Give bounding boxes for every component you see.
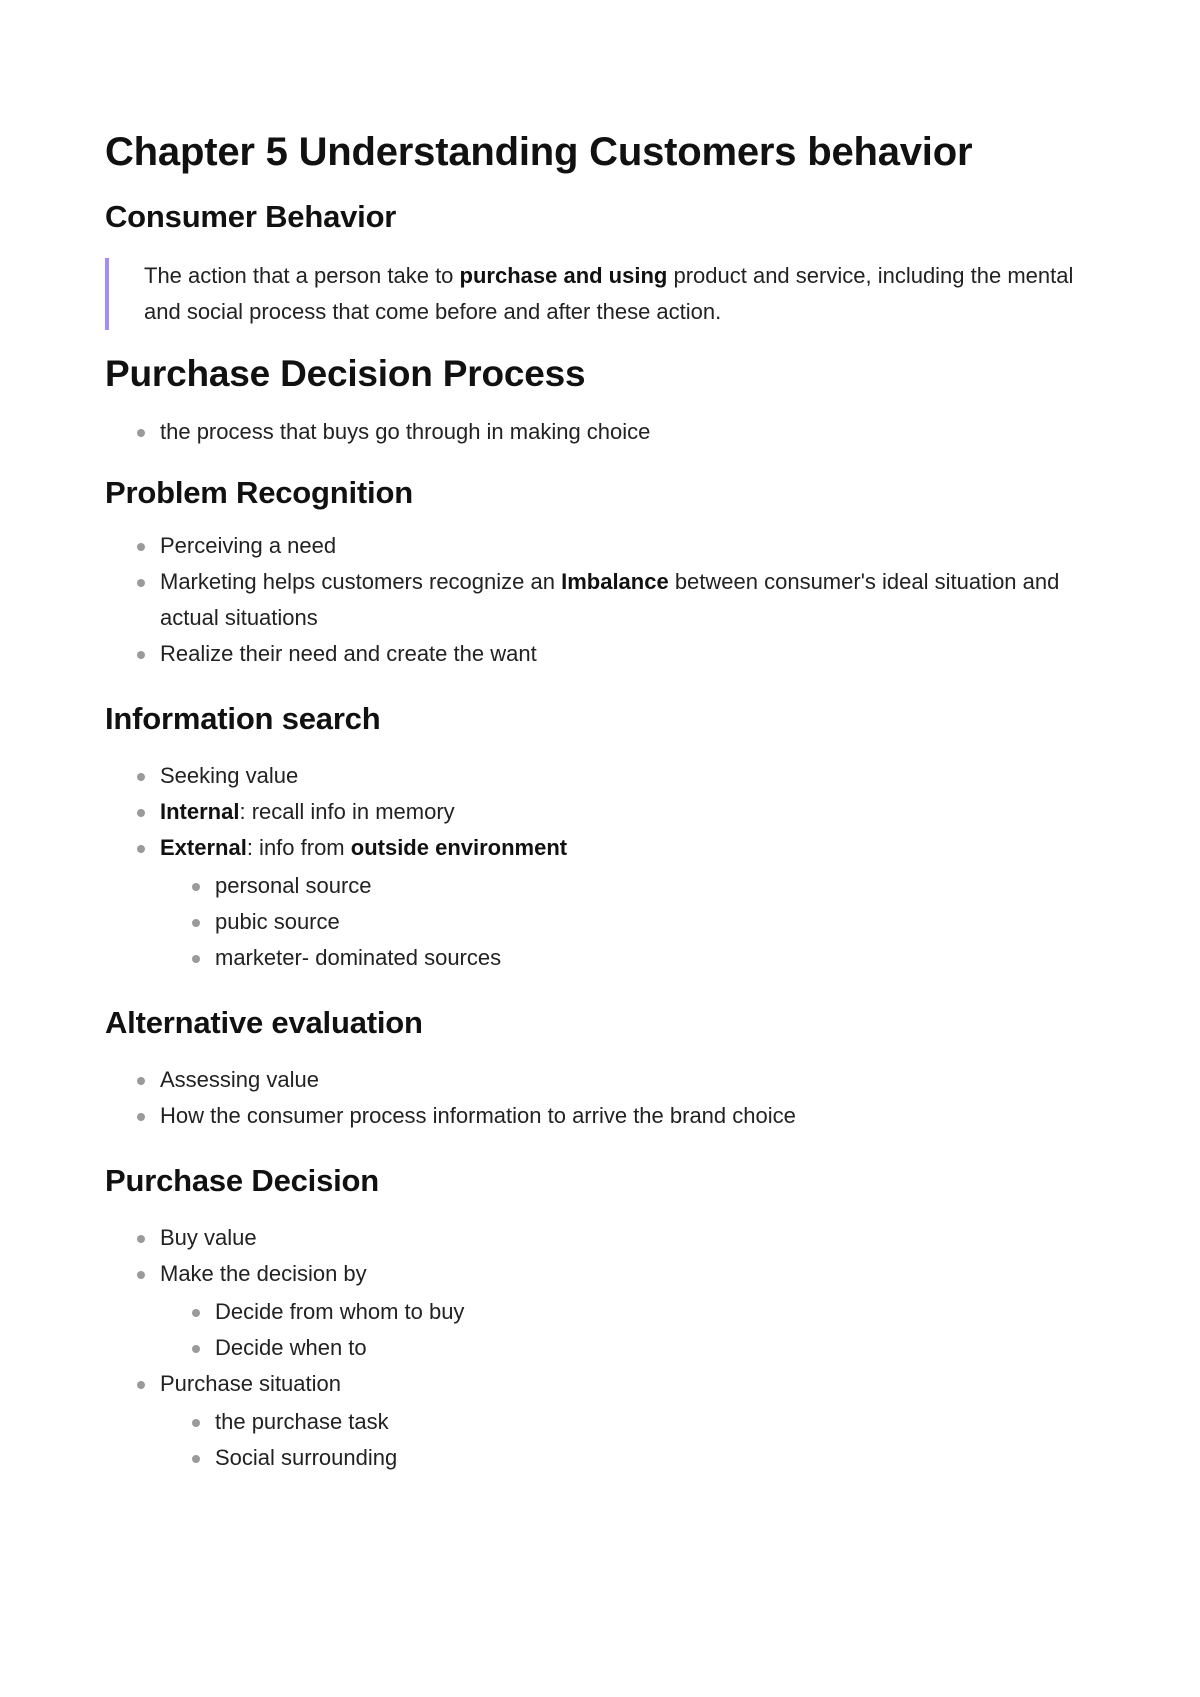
list-item: Realize their need and create the want [105, 636, 1105, 672]
list-item: marketer- dominated sources [160, 940, 1105, 976]
list-purchase-decision [105, 1220, 1105, 1476]
bullet-icon [192, 919, 200, 927]
heading-purchase-decision-process: Purchase Decision Process [105, 353, 586, 394]
list-item: External: info from outside environment personal source pubic source marketer- dominated sources [105, 830, 1105, 976]
list-information-search [105, 758, 1105, 976]
list-problem-recognition [105, 528, 1105, 672]
list-item: Decide from whom to buy [160, 1294, 1105, 1330]
bullet-icon [137, 429, 145, 437]
list-item: Social surrounding [160, 1440, 1105, 1476]
list-item: Marketing helps customers recognize an Imbalance between consumer's ideal situation and actual situations [105, 564, 1105, 636]
list-alternative-evaluation [105, 1062, 1105, 1134]
list-item: Make the decision by Decide from whom to buy Decide when to [105, 1256, 1105, 1366]
bullet-icon [192, 1455, 200, 1463]
list-item: How the consumer process information to arrive the brand choice [105, 1098, 1105, 1134]
bullet-icon [137, 1235, 145, 1243]
bullet-icon [137, 845, 145, 853]
list-item: Assessing value [105, 1062, 1105, 1098]
list-item: Seeking value [105, 758, 1105, 794]
bullet-icon [137, 773, 145, 781]
list-item: personal source [160, 868, 1105, 904]
heading-consumer-behavior: Consumer Behavior [105, 199, 397, 234]
heading-alternative-evaluation: Alternative evaluation [105, 1005, 423, 1040]
bullet-icon [192, 955, 200, 963]
list-item: Purchase situation the purchase task Social surrounding [105, 1366, 1105, 1476]
list-item: Decide when to [160, 1330, 1105, 1366]
document-page [105, 128, 1105, 1476]
bullet-icon [137, 1113, 145, 1121]
bullet-icon [137, 651, 145, 659]
bullet-icon [137, 1381, 145, 1389]
bullet-icon [137, 543, 145, 551]
list-item: Buy value [105, 1220, 1105, 1256]
list-item: pubic source [160, 904, 1105, 940]
bullet-icon [137, 579, 145, 587]
bullet-icon [192, 883, 200, 891]
quote-bold-text: purchase and using [459, 263, 668, 288]
quote-text-rest: product and service, including the mental and social process that come before and after these action. [144, 263, 1074, 324]
page-title: Chapter 5 Understanding Customers behavior [105, 130, 973, 174]
sublist-external-sources [160, 868, 1105, 976]
list-item: the process that buys go through in making choice [105, 414, 1105, 450]
bullet-icon [137, 809, 145, 817]
list-item: Internal: recall info in memory [105, 794, 1105, 830]
list-item: the purchase task [160, 1404, 1105, 1440]
heading-problem-recognition: Problem Recognition [105, 475, 413, 510]
bullet-icon [137, 1077, 145, 1085]
bullet-icon [192, 1309, 200, 1317]
heading-purchase-decision: Purchase Decision [105, 1163, 379, 1198]
bullet-icon [137, 1271, 145, 1279]
list-item: Perceiving a need [105, 528, 1105, 564]
heading-information-search: Information search [105, 701, 381, 736]
list-purchase-decision-process [105, 414, 1105, 450]
quote-text: The action that a person take to [144, 263, 460, 288]
bullet-icon [192, 1345, 200, 1353]
definition-quote [105, 258, 1105, 330]
sublist-purchase-situation [160, 1404, 1105, 1476]
sublist-decision-by [160, 1294, 1105, 1366]
bullet-icon [192, 1419, 200, 1427]
